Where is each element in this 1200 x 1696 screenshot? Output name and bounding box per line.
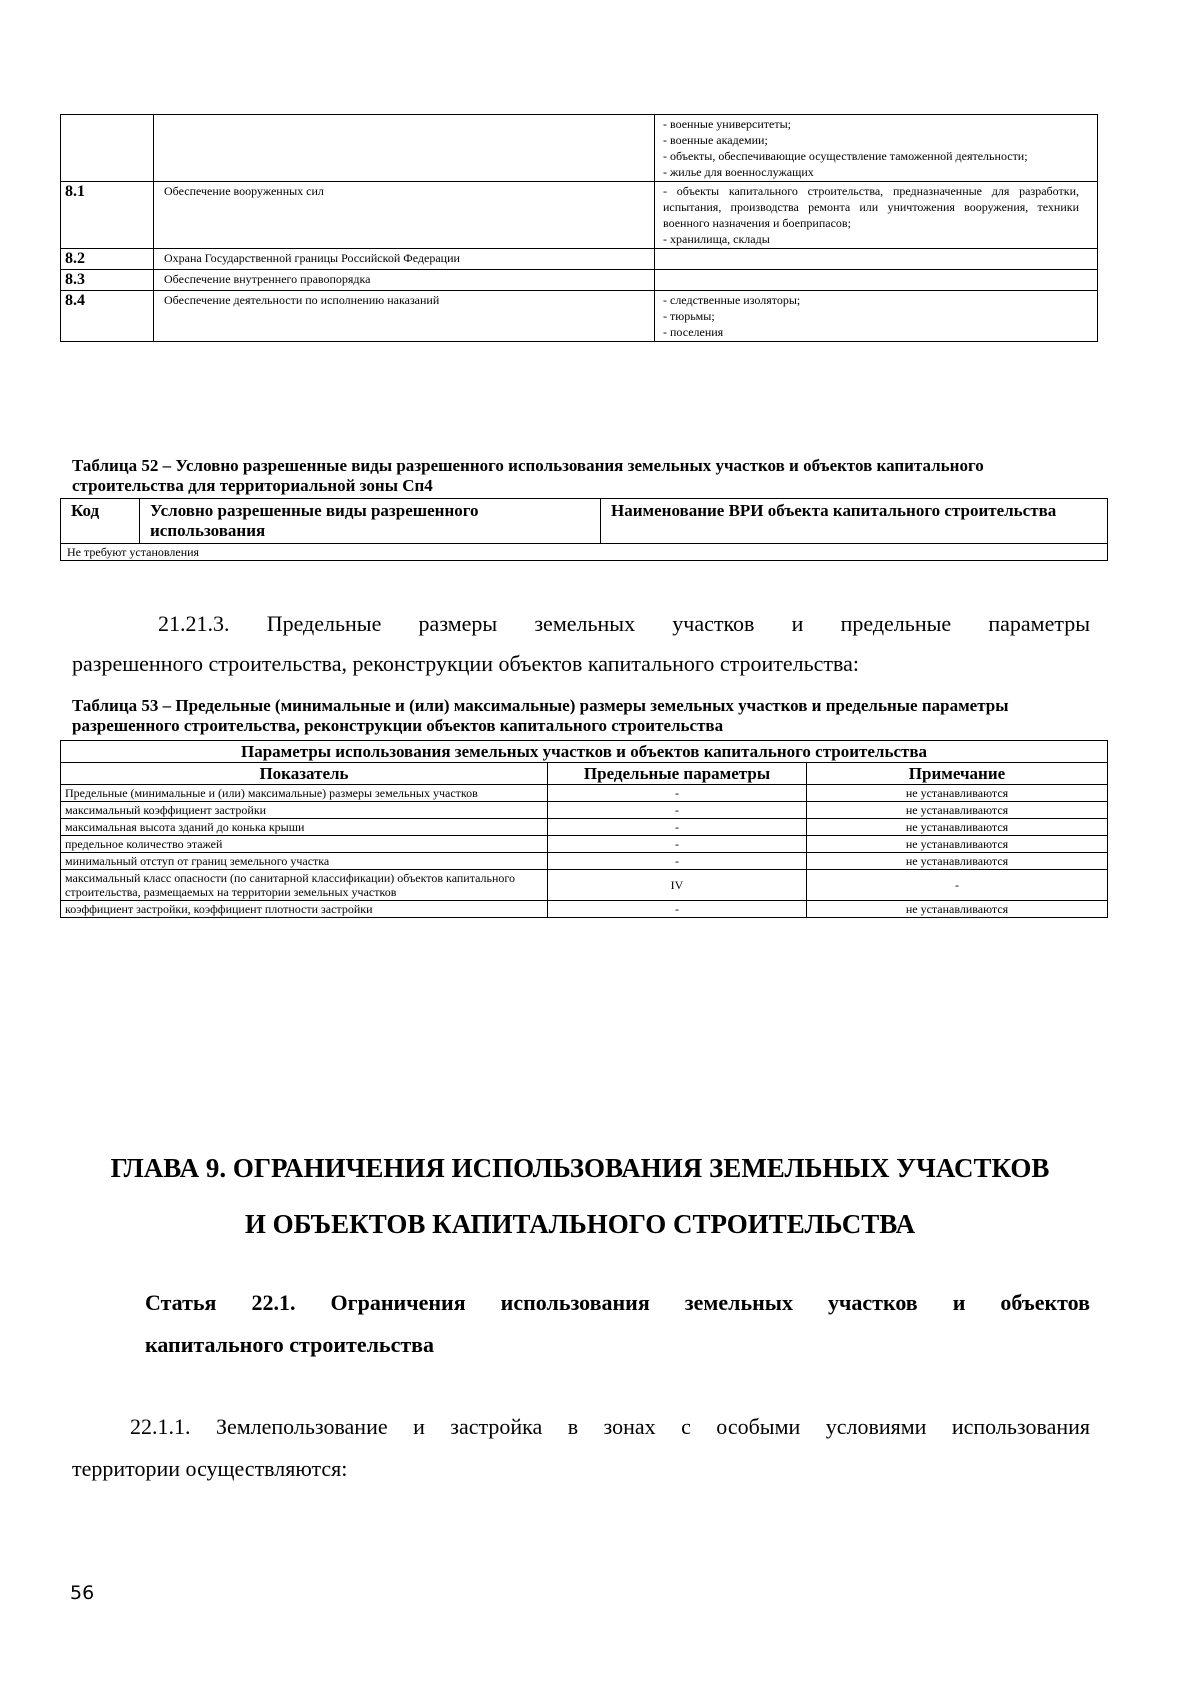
row-use-name: Обеспечение деятельности по исполнению наказаний [154,291,655,342]
article-title [145,1282,1090,1366]
table-row [61,270,1098,291]
row-limit-value: - [548,802,807,819]
table-52-header-uses: Условно разрешенные виды разрешенного использования [140,499,601,544]
table-row [61,901,1108,918]
row-note: не устанавливаются [807,901,1108,918]
row-indicator: максимальный класс опасности (по санитарной классификации) объектов капитального строительства, размещаемых на территории земельных участков [61,870,548,901]
row-note: не устанавливаются [807,853,1108,870]
object-item: - поселения [663,325,724,339]
object-item: - жилье для военнослужащих [663,165,814,179]
object-item: - военные академии; [663,133,768,147]
row-indicator: коэффициент застройки, коэффициент плотности застройки [61,901,548,918]
row-indicator: максимальная высота зданий до конька крыши [61,819,548,836]
table-row [61,182,1098,249]
page-number: 56 [70,1582,95,1604]
article-title-line: Статья 22.1. Ограничения использования земельных участков и объектов [145,1290,1090,1315]
paragraph-22-1-1 [72,1406,1090,1490]
table-row [61,291,1098,342]
row-note: не устанавливаются [807,785,1108,802]
paragraph-line: территории осуществляются: [72,1456,348,1481]
table-row [61,836,1108,853]
row-indicator: минимальный отступ от границ земельного участка [61,853,548,870]
table-53-caption: Таблица 53 – Предельные (минимальные и (или) максимальные) размеры земельных участков и предельные параметры разрешенного строительства, реконструкции объектов капитального строительства [72,696,1009,735]
table-53-group-header: Параметры использования земельных участков и объектов капитального строительства [61,741,1108,763]
table-row [61,819,1108,836]
row-use-name [154,115,655,182]
row-objects [655,291,1098,342]
table-53-header-value: Предельные параметры [548,763,807,785]
table-53 [60,740,1108,918]
table-53-header-indicator: Показатель [61,763,548,785]
row-objects [655,182,1098,249]
table-52 [60,498,1108,561]
object-item: - тюрьмы; [663,309,715,323]
row-code: 8.4 [61,291,154,342]
article-title-line: капитального строительства [145,1332,435,1357]
row-indicator: максимальный коэффициент застройки [61,802,548,819]
row-limit-value: - [548,785,807,802]
row-note: не устанавливаются [807,802,1108,819]
object-item: - следственные изоляторы; [663,293,801,307]
row-code: 8.1 [61,182,154,249]
chapter-title-line: И ОБЪЕКТОВ КАПИТАЛЬНОГО СТРОИТЕЛЬСТВА [244,1209,916,1239]
row-use-name: Обеспечение вооруженных сил [154,182,655,249]
table-row [61,853,1108,870]
row-indicator: предельное количество этажей [61,836,548,853]
table-row [61,870,1108,901]
row-indicator: Предельные (минимальные и (или) максимальные) размеры земельных участков [61,785,548,802]
table-row [61,785,1108,802]
row-use-name: Обеспечение внутреннего правопорядка [154,270,655,291]
row-limit-value: - [548,901,807,918]
row-code: 8.2 [61,249,154,270]
object-item: - военные университеты; [663,117,792,131]
row-objects [655,270,1098,291]
permitted-uses-table [60,114,1098,342]
row-note: не устанавливаются [807,836,1108,853]
chapter-title [60,1140,1100,1252]
paragraph-line: 22.1.1. Землепользование и застройка в зонах с особыми условиями использования [130,1414,1090,1439]
table-row [61,115,1098,182]
object-item: - хранилища, склады [663,232,770,246]
table-52-header-code: Код [61,499,140,544]
paragraph-21-21-3 [72,604,1090,684]
row-limit-value: - [548,819,807,836]
table-52-header-objects: Наименование ВРИ объекта капитального строительства [601,499,1108,544]
paragraph-line: 21.21.3. Предельные размеры земельных участков и предельные параметры [158,611,1090,636]
table-52-note: Не требуют установления [61,544,1108,561]
row-note: - [807,870,1108,901]
row-limit-value: IV [548,870,807,901]
object-item: - объекты капитального строительства, предназначенные для разработки, испытания, производства ремонта или уничтожения вооружения, техники военного назначения и боеприпасов; [663,184,1079,230]
row-limit-value: - [548,836,807,853]
row-code [61,115,154,182]
row-objects [655,249,1098,270]
object-item: - объекты, обеспечивающие осуществление таможенной деятельности; [663,149,1028,163]
row-code: 8.3 [61,270,154,291]
chapter-title-line: ГЛАВА 9. ОГРАНИЧЕНИЯ ИСПОЛЬЗОВАНИЯ ЗЕМЕЛЬНЫХ УЧАСТКОВ [110,1153,1050,1183]
table-row [61,802,1108,819]
table-53-header-note: Примечание [807,763,1108,785]
row-limit-value: - [548,853,807,870]
table-52-caption: Таблица 52 – Условно разрешенные виды разрешенного использования земельных участков и объектов капитального строительства для территориальной зоны Сп4 [72,456,984,495]
row-note: не устанавливаются [807,819,1108,836]
row-use-name: Охрана Государственной границы Российской Федерации [154,249,655,270]
paragraph-line: разрешенного строительства, реконструкции объектов капитального строительства: [72,651,860,676]
table-row [61,249,1098,270]
row-objects [655,115,1098,182]
